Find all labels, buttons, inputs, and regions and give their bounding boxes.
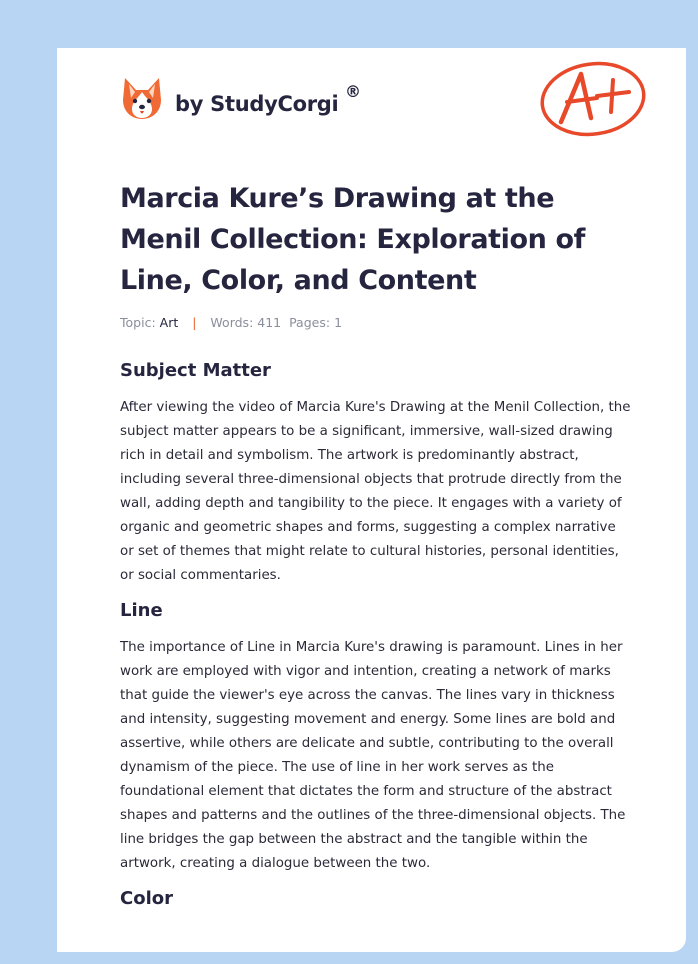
words-label: Words: xyxy=(210,315,254,330)
document-meta xyxy=(120,315,632,333)
words-value: 411 xyxy=(257,315,282,330)
corgi-icon xyxy=(121,76,163,120)
document-title: Marcia Kure’s Drawing at the Menil Collection: Exploration of Line, Color, and Content xyxy=(120,183,585,296)
section-body-subject-matter: After viewing the video of Marcia Kure's Drawing at the Menil Collection, the subject matter appears to be a significant, immersive, wall-sized drawing rich in detail and symbolism. The artwork is predominantly abstract, including several three-dimensional objects that protrude directly from the wall, adding depth and tangibility to the piece. It engages with a variety of organic and geometric shapes and forms, suggesting a complex narrative or set of themes that might relate to cultural histories, personal identities, or social commentaries. xyxy=(120,400,631,583)
registered-mark: ® xyxy=(345,82,361,101)
topic-value[interactable]: Art xyxy=(159,315,179,330)
pages-label: Pages: xyxy=(289,315,331,330)
section-heading-line: Line xyxy=(120,600,163,621)
document-page xyxy=(57,48,686,952)
pages-value: 1 xyxy=(334,315,343,330)
section-heading-color: Color xyxy=(120,888,173,909)
brand-name: by StudyCorgi xyxy=(175,92,339,116)
topic-label: Topic: xyxy=(120,315,156,330)
document-content xyxy=(120,178,632,910)
meta-separator: | xyxy=(192,315,197,330)
grade-a-plus-icon xyxy=(539,60,647,138)
section-body-line: The importance of Line in Marcia Kure's drawing is paramount. Lines in her work are employed with vigor and intention, creating a network of marks that guide the viewer's eye across the canvas. The lines vary in thickness and intensity, suggesting movement and energy. Some lines are bold and assertive, while others are delicate and subtle, contributing to the overall dynamism of the piece. The use of line in her work serves as the foundational element that dictates the form and structure of the abstract shapes and patterns and the outlines of the three-dimensional objects. The line bridges the gap between the abstract and the tangible within the artwork, creating a dialogue between the two. xyxy=(120,640,626,871)
section-heading-subject-matter: Subject Matter xyxy=(120,360,271,381)
